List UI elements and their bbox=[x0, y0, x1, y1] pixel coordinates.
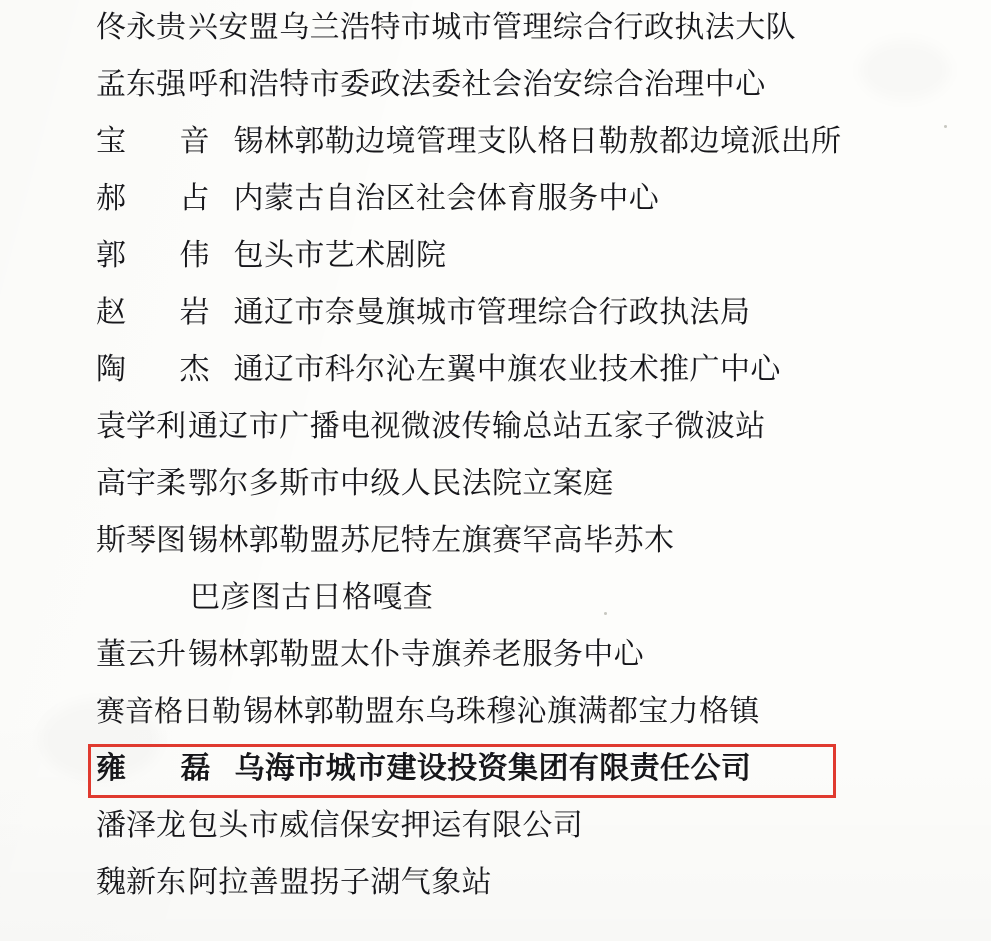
organization-name: 锡林郭勒盟苏尼特左旗赛罕高毕苏木 bbox=[188, 523, 675, 558]
person-name: 郭 伟 bbox=[96, 238, 232, 273]
table-row bbox=[0, 173, 991, 230]
table-row bbox=[0, 686, 991, 743]
person-name: 斯琴图 bbox=[96, 523, 186, 558]
organization-name: 包头市威信保安押运有限公司 bbox=[188, 808, 584, 843]
person-name: 袁学利 bbox=[96, 409, 186, 444]
table-row bbox=[0, 401, 991, 458]
person-name: 雍 磊 bbox=[96, 751, 233, 786]
person-name: 佟永贵 bbox=[96, 10, 186, 45]
table-row bbox=[0, 857, 991, 914]
table-row bbox=[0, 59, 991, 116]
person-name: 陶 杰 bbox=[96, 352, 232, 387]
table-row bbox=[0, 629, 991, 686]
organization-name: 巴彦图古日格嘎查 bbox=[190, 580, 434, 615]
table-row bbox=[0, 287, 991, 344]
table-row bbox=[0, 572, 991, 629]
organization-name: 内蒙古自治区社会体育服务中心 bbox=[233, 181, 660, 216]
organization-name: 通辽市广播电视微波传输总站五家子微波站 bbox=[188, 409, 766, 444]
person-name: 郝 占 bbox=[96, 181, 232, 216]
person-name: 潘泽龙 bbox=[96, 808, 186, 843]
table-row bbox=[0, 116, 991, 173]
table-row bbox=[0, 458, 991, 515]
organization-name: 阿拉善盟拐子湖气象站 bbox=[188, 865, 492, 900]
person-name: 魏新东 bbox=[96, 865, 186, 900]
organization-name: 乌海市城市建设投资集团有限责任公司 bbox=[234, 751, 752, 786]
person-name: 孟东强 bbox=[96, 67, 186, 102]
organization-name: 鄂尔多斯市中级人民法院立案庭 bbox=[188, 466, 614, 501]
table-row bbox=[0, 743, 991, 800]
person-name: 宝 音 bbox=[96, 124, 232, 159]
organization-name: 锡林郭勒盟东乌珠穆沁旗满都宝力格镇 bbox=[243, 694, 760, 729]
organization-name: 兴安盟乌兰浩特市城市管理综合行政执法大队 bbox=[188, 10, 796, 45]
table-row bbox=[0, 230, 991, 287]
table-row bbox=[0, 515, 991, 572]
organization-name: 锡林郭勒盟太仆寺旗养老服务中心 bbox=[188, 637, 644, 672]
organization-name: 通辽市奈曼旗城市管理综合行政执法局 bbox=[233, 295, 751, 330]
table-row bbox=[0, 800, 991, 857]
person-name: 赛音格日勒 bbox=[96, 694, 242, 728]
person-name: 高宇柔 bbox=[96, 466, 186, 501]
person-name: 董云升 bbox=[96, 637, 186, 672]
table-row bbox=[0, 344, 991, 401]
organization-name: 呼和浩特市委政法委社会治安综合治理中心 bbox=[188, 67, 766, 102]
organization-name: 锡林郭勒边境管理支队格日勒敖都边境派出所 bbox=[233, 124, 842, 159]
organization-name: 包头市艺术剧院 bbox=[233, 238, 447, 273]
organization-name: 通辽市科尔沁左翼中旗农业技术推广中心 bbox=[233, 352, 781, 387]
table-row bbox=[0, 2, 991, 59]
person-name: 赵 岩 bbox=[96, 295, 232, 330]
